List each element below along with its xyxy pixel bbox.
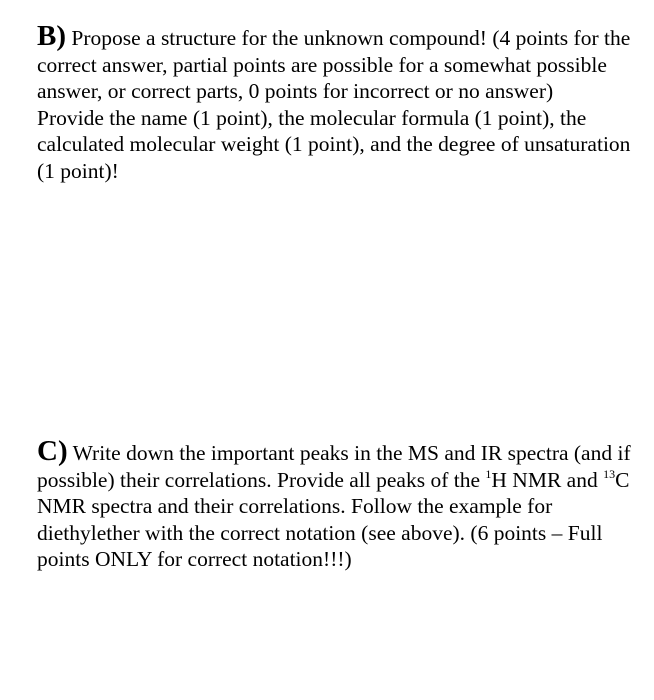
section-b-letter: B) — [37, 20, 66, 52]
section-c-text-1: Write down the important peaks in the MS and IR spectra (and if possible) their correlations. Provide all peaks of the — [37, 441, 631, 492]
section-c-text-2: H NMR and — [491, 467, 604, 492]
section-c-superscript-13: 13 — [603, 466, 616, 481]
section-b-prompt-paragraph — [37, 20, 645, 105]
section-b-instructions: Provide the name (1 point), the molecular formula (1 point), the calculated molecular weight (1 point), and the degree of unsaturation (1 point)! — [37, 105, 631, 183]
section-c-paragraph — [37, 435, 645, 573]
section-b — [37, 20, 645, 184]
section-c-superscript-1: 1 — [485, 466, 492, 481]
section-c — [37, 435, 645, 573]
section-c-text-3: C NMR spectra and their correlations. Follow the example for diethylether with the correct notation (see above). (6 points – Full points ONLY for correct notation!!!) — [37, 467, 630, 571]
section-c-letter: C) — [37, 435, 68, 467]
section-b-prompt: Propose a structure for the unknown compound! (4 points for the correct answer, partial points are possible for a somewhat possible answer, or correct parts, 0 points for incorrect or no answer) — [37, 26, 631, 103]
